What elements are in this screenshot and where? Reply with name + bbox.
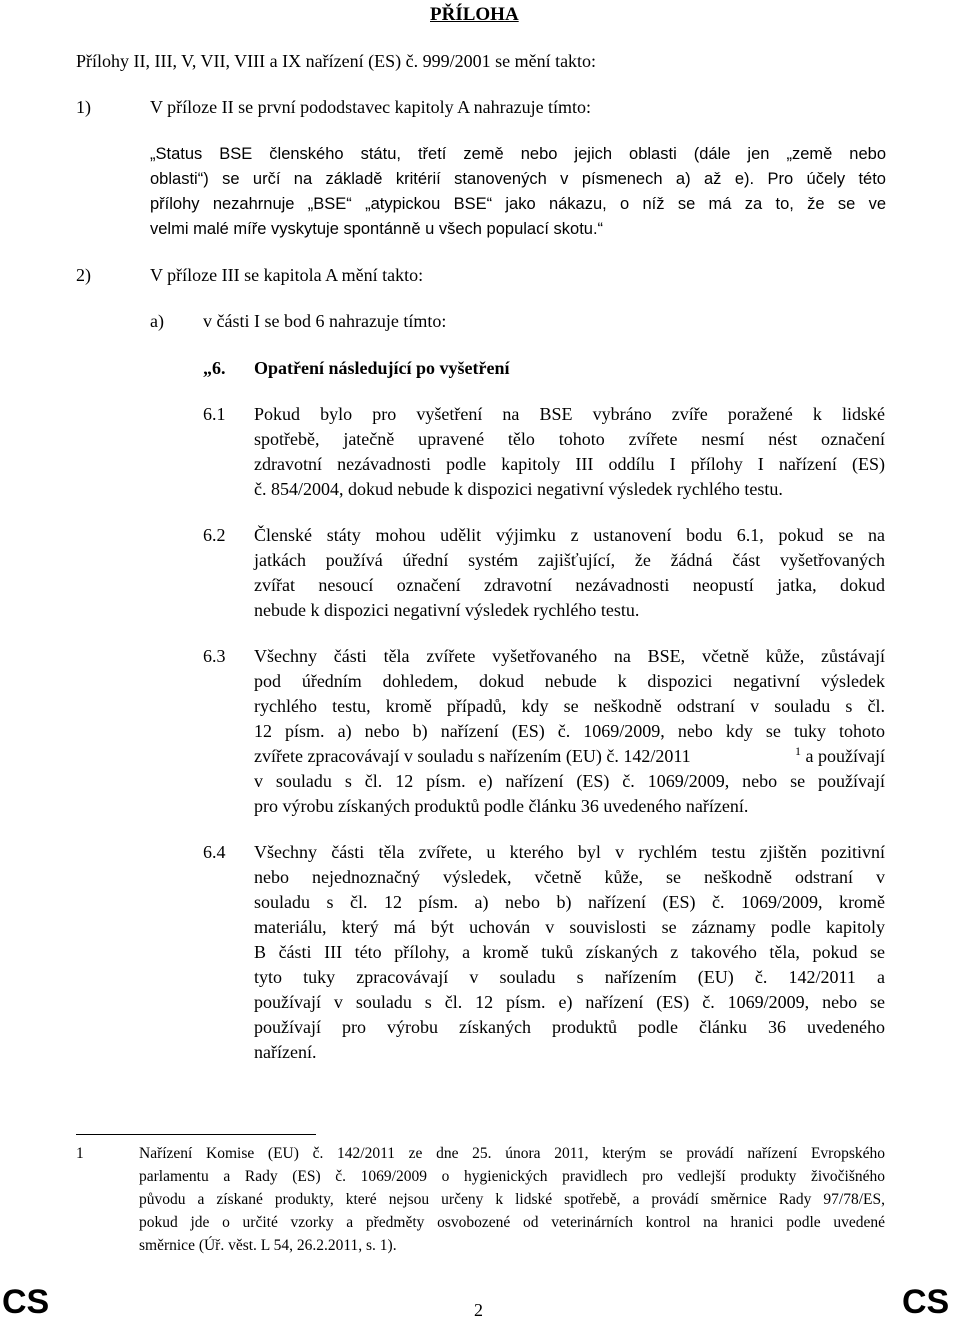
item2-sub-a-text: v části I se bod 6 nahrazuje tímto: <box>203 311 447 331</box>
footnote-separator <box>76 1134 316 1135</box>
item2-number: 2) <box>76 265 91 285</box>
footnote-line: Nařízení Komise (EU) č. 142/2011 ze dne 25. února 2011, kterým se provádí nařízení Evropského <box>139 1145 885 1162</box>
para-6-4-line: používají v souladu s čl. 12 písm. e) nařízení (ES) č. 1069/2009, nebo se <box>254 992 885 1012</box>
footnote-ref-wrapper <box>795 745 885 767</box>
para-6-3-line-with-footnote <box>254 745 885 767</box>
para-6-4-line: souladu s čl. 12 písm. a) nebo b) nařízení (ES) č. 1069/2009, kromě <box>254 892 885 912</box>
para-6-2-line: jatkách používá úřední systém zajišťující, že žádná část vyšetřovaných <box>254 550 885 570</box>
para-6-3-line: v souladu s čl. 12 písm. e) nařízení (ES) č. 1069/2009, nebo se používají <box>254 771 885 791</box>
para-6-3-line: 12 písm. a) nebo b) nařízení (ES) č. 1069/2009, nebo kdy se tuky tohoto <box>254 721 885 741</box>
para-6-4-line: Všechny části těla zvířete, u kterého byl v rychlém testu zjištěn pozitivní <box>254 842 885 862</box>
intro-text: Přílohy II, III, V, VII, VIII a IX nařízení (ES) č. 999/2001 se mění takto: <box>76 51 597 71</box>
para-6-3-line-tail: a používají <box>805 746 885 766</box>
para-6-3-line: Všechny části těla zvířete vyšetřovaného na BSE, včetně kůže, zůstávají <box>254 646 885 666</box>
para-6-2-number: 6.2 <box>203 525 226 545</box>
para-6-4-line: materiálu, který má být uchován v souvislosti se záznamy podle kapitoly <box>254 917 885 937</box>
section-heading-text: Opatření následující po vyšetření <box>254 358 510 378</box>
para-6-1-line: spotřebě, jatečně upravené tělo tohoto zvířete nesmí nést označení <box>254 429 885 449</box>
para-6-4-number: 6.4 <box>203 842 226 862</box>
para-6-3-line-text: zvířete zpracovávají v souladu s nařízením (EU) č. 142/2011 <box>254 746 691 766</box>
footnote-ref[interactable]: 1 <box>795 744 802 758</box>
footer-language-right: CS <box>902 1283 950 1321</box>
page-title: PŘÍLOHA <box>430 4 519 25</box>
item2-sub-a-number: a) <box>150 311 164 331</box>
para-6-2-line: Členské státy mohou udělit výjimku z ustanovení bodu 6.1, pokud se na <box>254 525 885 545</box>
para-6-4-line: tyto tuky zpracovávají v souladu s nařízením (EU) č. 142/2011 a <box>254 967 885 987</box>
para-6-4-line: používají pro výrobu získaných produktů podle článku 36 uvedeného <box>254 1017 885 1037</box>
para-6-4-line: nařízení. <box>254 1042 317 1062</box>
item1-quote-line: oblasti“) se určí na základě kritérií stanovených v písmenech a) až e). Pro účely této <box>150 170 886 188</box>
item1-text: V příloze II se první pododstavec kapitoly A nahrazuje tímto: <box>150 97 592 117</box>
para-6-1-number: 6.1 <box>203 404 226 424</box>
para-6-3-number: 6.3 <box>203 646 226 666</box>
para-6-3-line: pro výrobu získaných produktů podle článku 36 uvedeného nařízení. <box>254 796 749 816</box>
item2-text: V příloze III se kapitola A mění takto: <box>150 265 424 285</box>
para-6-1-line: zdravotní nezávadnosti podle kapitoly III oddílu I přílohy I nařízení (ES) <box>254 454 885 474</box>
para-6-1-line: č. 854/2004, dokud nebude k dispozici negativní výsledek rychlého testu. <box>254 479 783 499</box>
para-6-4-line: B části III této přílohy, a kromě tuků získaných z takového těla, pokud se <box>254 942 885 962</box>
item1-number: 1) <box>76 97 91 117</box>
footnote-line: pokud jde o určité vzorky a předměty osvobozené od veterinárních kontrol na hranici podle uvedené <box>139 1214 885 1231</box>
item1-quote-line: velmi malé míře vyskytuje spontánně u všech populací skotu.“ <box>150 220 604 238</box>
footer-language-left: CS <box>2 1283 50 1321</box>
para-6-2-line: zvířat nesoucí označení zdravotní nezávadnosti neopustí jatka, dokud <box>254 575 885 595</box>
para-6-3-line: rychlého testu, kromě případů, kdy se neškodně odstraní v souladu s čl. <box>254 696 885 716</box>
para-6-3-line: pod úředním dohledem, dokud nebude k dispozici negativní výsledek <box>254 671 885 691</box>
para-6-2-line: nebude k dispozici negativní výsledek rychlého testu. <box>254 600 640 620</box>
item1-quote-line: přílohy nezahrnuje „BSE“ „atypickou BSE“ jako nákazu, o níž se má za to, že se ve <box>150 195 886 213</box>
item1-quote-line: „Status BSE členského státu, třetí země nebo jejich oblasti (dále jen „země nebo <box>150 145 886 163</box>
footnote-line: původu a získané produkty, které nejsou určeny k lidské spotřebě, a provádí směrnice Rady 97/78/ES, <box>139 1191 885 1208</box>
footnote-line: směrnice (Úř. věst. L 54, 26.2.2011, s. 1). <box>139 1237 397 1254</box>
section-heading-number: „6. <box>203 358 226 378</box>
footnote-line: parlamentu a Rady (ES) č. 1069/2009 o hygienických pravidlech pro vedlejší produkty živočišného <box>139 1168 885 1185</box>
page-number: 2 <box>474 1300 483 1320</box>
para-6-4-line: nebo nejednoznačný výsledek, včetně kůže, se neškodně odstraní v <box>254 867 885 887</box>
para-6-1-line: Pokud bylo pro vyšetření na BSE vybráno zvíře poražené k lidské <box>254 404 885 424</box>
footnote-number: 1 <box>76 1145 84 1162</box>
